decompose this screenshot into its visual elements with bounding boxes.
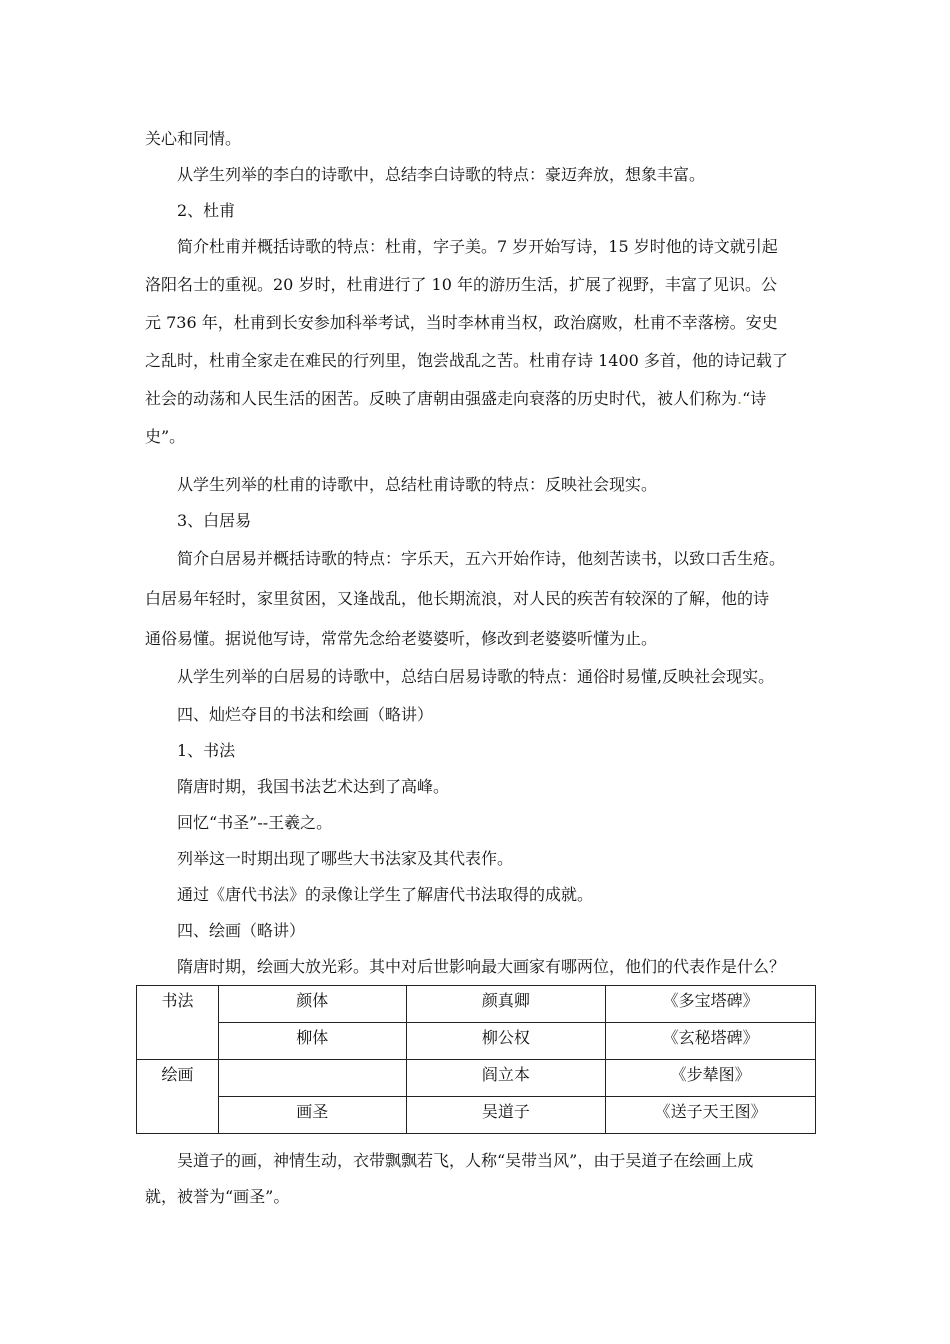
paragraph-line: 隋唐时期，我国书法艺术达到了高峰。 [177, 777, 450, 796]
paragraph-line: 吴道子的画，神情生动，衣带飘飘若飞，人称“吴带当风”，由于吴道子在绘画上成 [177, 1151, 754, 1170]
table-row [137, 1060, 816, 1097]
table-row [137, 986, 816, 1023]
paragraph-line: 从学生列举的李白的诗歌中，总结李白诗歌的特点：豪迈奔放，想象丰富。 [177, 165, 706, 184]
table-cell-work: 《步辇图》 [606, 1060, 816, 1097]
table-cell-work: 《玄秘塔碑》 [606, 1023, 816, 1060]
paragraph-text: 社会的动荡和人民生活的困苦。反映了唐朝由强盛走向衰落的历史时代，被人们称为 [145, 389, 738, 408]
inline-quote: “诗 [742, 389, 767, 408]
paragraph-line: 回忆“书圣”--王羲之。 [177, 813, 333, 832]
paragraph-line: 简介杜甫并概括诗歌的特点：杜甫，字子美。7 岁开始写诗，15 岁时他的诗文就引起 [177, 237, 778, 256]
table-cell-category: 书法 [137, 986, 219, 1060]
paragraph-line: 简介白居易并概括诗歌的特点：字乐天，五六开始作诗，他刻苦读书，以致口舌生疮。 [177, 549, 786, 568]
paragraph-line: 元 736 年，杜甫到长安参加科举考试，当时李林甫当权，政治腐败，杜甫不幸落榜。安史 [145, 313, 778, 332]
table-cell-style: 颜体 [218, 986, 406, 1023]
paragraph-line: 从学生列举的杜甫的诗歌中，总结杜甫诗歌的特点：反映社会现实。 [177, 475, 658, 494]
paragraph-line: 列举这一时期出现了哪些大书法家及其代表作。 [177, 849, 514, 868]
paragraph-line: 通过《唐代书法》的录像让学生了解唐代书法取得的成就。 [177, 885, 594, 904]
paragraph-line: 关心和同情。 [145, 129, 242, 148]
table-cell-artist: 吴道子 [406, 1097, 606, 1134]
table-cell-category: 绘画 [137, 1060, 219, 1134]
paragraph-line: 史”。 [145, 427, 186, 446]
paragraph-line: 就，被誉为“画圣”。 [145, 1187, 290, 1206]
cursor-mark: . [737, 389, 743, 408]
table-cell-work: 《多宝塔碑》 [606, 986, 816, 1023]
paragraph-line [145, 389, 825, 409]
table-cell-artist: 柳公权 [406, 1023, 606, 1060]
paragraph-line: 隋唐时期，绘画大放光彩。其中对后世影响最大画家有哪两位，他们的代表作是什么？ [177, 957, 786, 976]
table-cell-work: 《送子天王图》 [606, 1097, 816, 1134]
table-cell-artist: 阎立本 [406, 1060, 606, 1097]
table-row [137, 1023, 816, 1060]
table-cell-style [218, 1060, 406, 1097]
section-heading: 3、白居易 [177, 511, 252, 530]
paragraph-line: 从学生列举的白居易的诗歌中，总结白居易诗歌的特点：通俗时易懂,反映社会现实。 [177, 667, 775, 686]
paragraph-line: 之乱时，杜甫全家走在难民的行列里，饱尝战乱之苦。杜甫存诗 1400 多首，他的诗记载了 [145, 351, 788, 370]
section-heading: 1、书法 [177, 741, 236, 760]
paragraph-line: 通俗易懂。据说他写诗，常常先念给老婆婆听，修改到老婆婆听懂为止。 [145, 629, 658, 648]
section-heading: 四、灿烂夺目的书法和绘画（略讲） [177, 705, 434, 724]
section-heading: 2、杜甫 [177, 201, 236, 220]
section-heading: 四、绘画（略讲） [177, 921, 306, 940]
paragraph-line: 洛阳名士的重视。20 岁时，杜甫进行了 10 年的游历生活，扩展了视野，丰富了见识。公 [145, 275, 777, 294]
paragraph-line: 白居易年轻时，家里贫困，又逢战乱，他长期流浪，对人民的疾苦有较深的了解，他的诗 [145, 589, 770, 608]
table-row [137, 1097, 816, 1134]
table-cell-style: 柳体 [218, 1023, 406, 1060]
table-cell-style: 画圣 [218, 1097, 406, 1134]
table-cell-artist: 颜真卿 [406, 986, 606, 1023]
calligraphy-painting-table [136, 985, 816, 1134]
